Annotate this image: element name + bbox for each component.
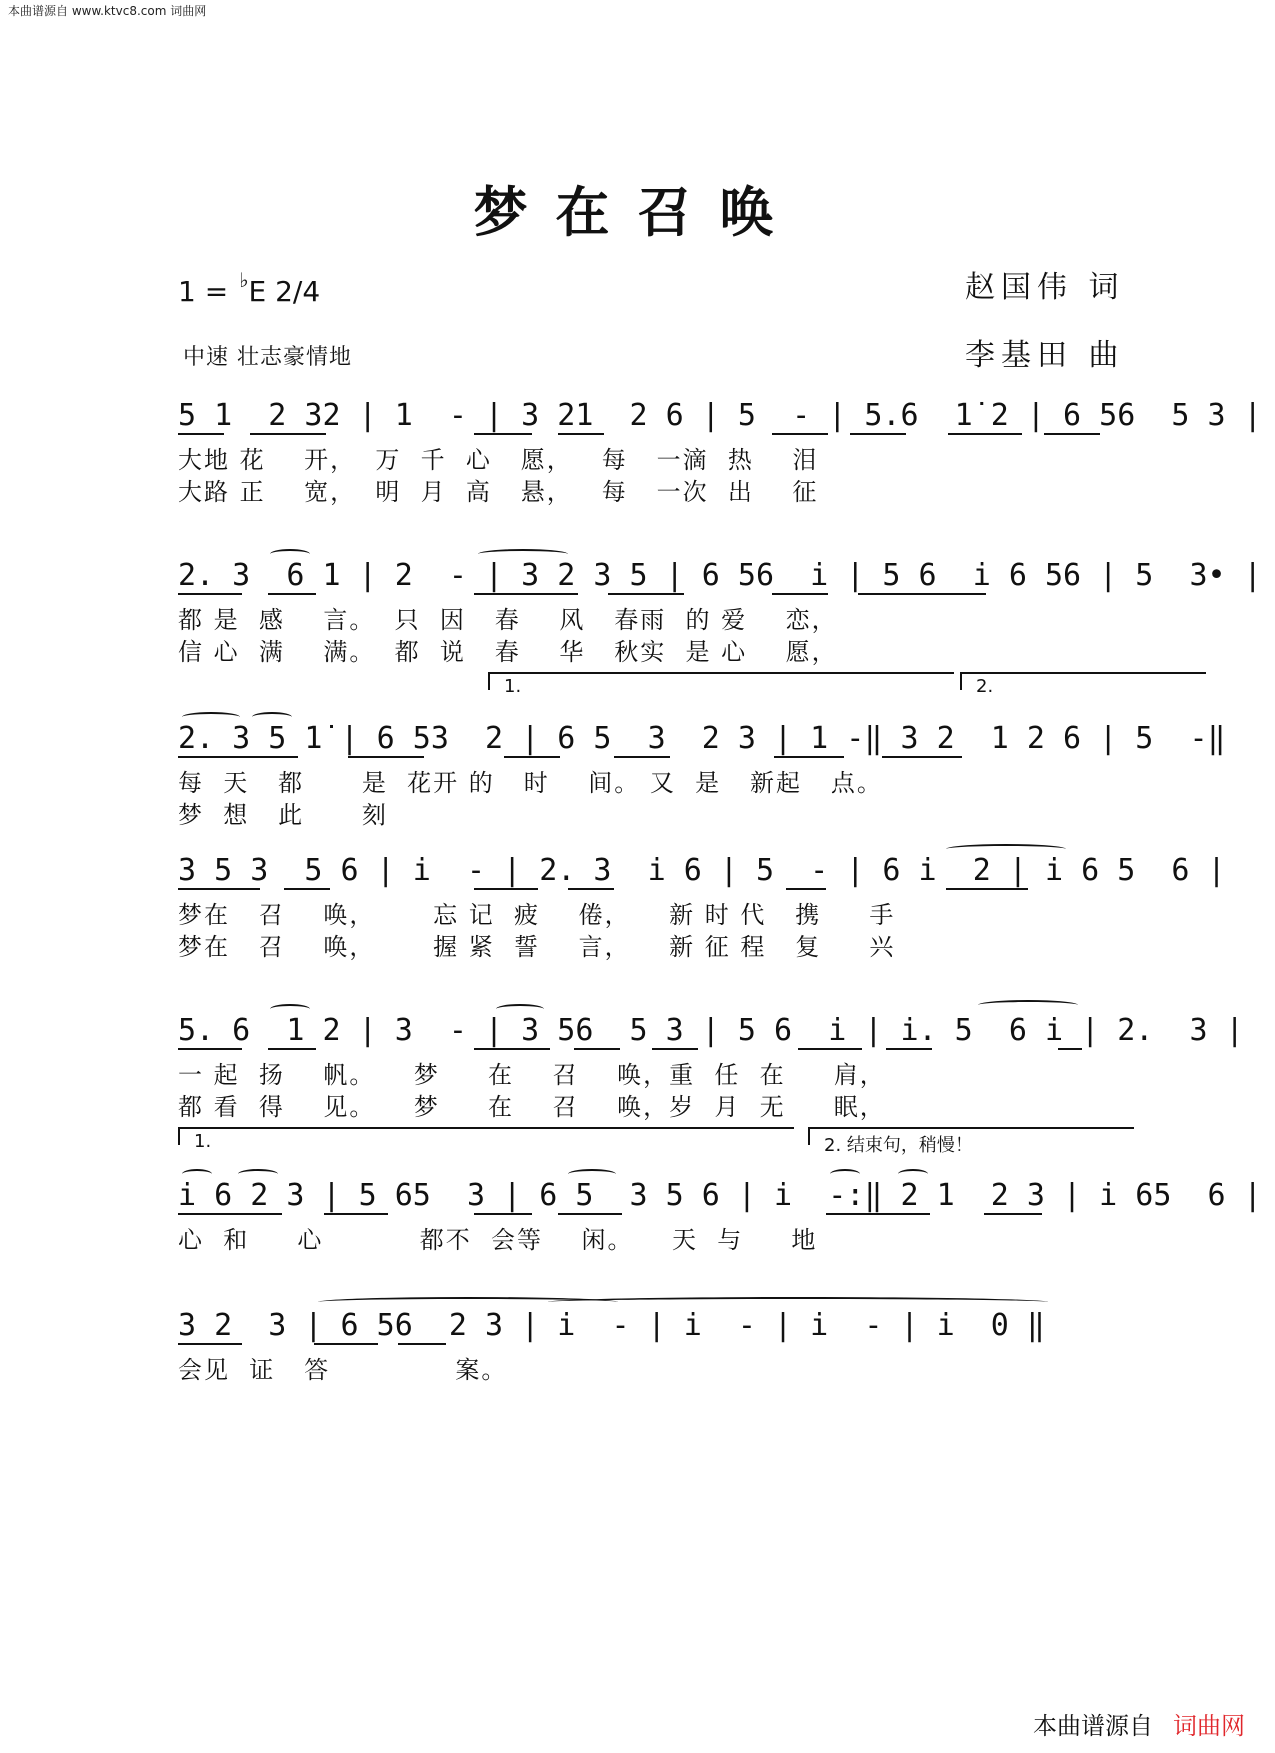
lyric-verse-1: 都 是 感 言。 只 因 春 风 春雨 的 爱 恋， — [178, 606, 838, 634]
notation-line: 2. 3 5 1̇ | 6 53 2 | 6 5 3 2 3 | 1 -‖ 3 2 1 2 6 | 5 -‖ — [178, 721, 1226, 756]
composer-credit: 李基田 曲 — [965, 338, 1125, 373]
beam-underline — [772, 433, 828, 435]
notation-line: 5. 6 1 2 | 3 - | 3 56 5 3 | 5 6 i | i. 5 6 i | 2. 3 | — [178, 1013, 1244, 1048]
slur — [252, 712, 292, 722]
lyric-verse-2: 大路 正 宽， 明 月 高 悬， 每 一次 出 征 — [178, 478, 819, 506]
beam-underline — [786, 888, 826, 890]
lyric-verse-2: 信 心 满 满。 都 说 春 华 秋实 是 心 愿， — [178, 638, 838, 666]
score-system-1 — [178, 395, 1262, 515]
second-ending-bracket: 2. — [960, 672, 1206, 690]
lyric-verse-2: 都 看 得 见。 梦 在 召 唤，岁 月 无 眠， — [178, 1093, 886, 1121]
lyric-verse-1: 一 起 扬 帆。 梦 在 召 唤，重 任 在 肩， — [178, 1061, 886, 1089]
beam-underline — [984, 1213, 1042, 1215]
slur — [568, 1169, 616, 1179]
beam-underline — [314, 1343, 378, 1345]
beam-underline — [474, 888, 538, 890]
lyric-verse-1: 每 天 都 是 花开 的 时 间。 又 是 新起 点。 — [178, 769, 883, 797]
watermark-site-name: 词曲网 — [1173, 1712, 1245, 1740]
beam-underline — [268, 593, 316, 595]
second-ending-bracket: 2. 结束句，稍慢！ — [808, 1127, 1134, 1145]
notation-line: 5 1 2 32 | 1 - | 3 21 2 6 | 5 - | 5.6 1̇ 2 | 6 56 5 3 | — [178, 398, 1262, 433]
beam-underline — [608, 593, 684, 595]
flat-sign: ♭ — [239, 268, 249, 292]
beam-underline — [268, 1048, 316, 1050]
beam-underline — [568, 888, 614, 890]
notation-line: 2. 3 6 1 | 2 - | 3 2 3 5 | 6 56 i | 5 6 i 6 56 | 5 3• | — [178, 558, 1262, 593]
score-system-5 — [178, 1010, 1244, 1130]
beam-underline — [348, 756, 424, 758]
beam-underline — [886, 1048, 932, 1050]
beam-underline — [178, 1048, 242, 1050]
key-signature — [178, 268, 320, 308]
beam-underline — [178, 433, 224, 435]
beam-underline — [178, 1343, 242, 1345]
beam-underline — [474, 433, 532, 435]
source-watermark-top: 本曲谱源自 www.ktvc8.com 词曲网 — [8, 4, 207, 18]
beam-underline — [882, 756, 962, 758]
beam-underline — [558, 433, 604, 435]
slur — [270, 549, 310, 559]
lyric-verse-1: 梦在 召 唤， 忘 记 疲 倦， 新 时 代 携 手 — [178, 901, 896, 929]
beam-underline — [474, 1048, 550, 1050]
beam-underline — [178, 1213, 282, 1215]
score-system-3 — [178, 676, 1226, 838]
notation-line: 3 5 3 5 6 | i - | 2. 3 i 6 | 5 - | 6 i 2 | i 6 5 6 | — [178, 853, 1226, 888]
lyric-verse-2: 梦 想 此 刻 — [178, 801, 388, 829]
slur — [238, 1169, 278, 1179]
slur — [898, 1169, 928, 1179]
beam-underline — [504, 756, 560, 758]
slur — [830, 1169, 860, 1179]
beam-underline — [474, 593, 578, 595]
beam-underline — [772, 593, 828, 595]
key-prefix: 1 = — [178, 275, 238, 308]
slur — [478, 549, 568, 559]
slur — [978, 1000, 1078, 1010]
first-ending-bracket: 1. — [488, 672, 954, 690]
beam-underline — [574, 1048, 620, 1050]
beam-underline — [826, 1213, 930, 1215]
key-meter: E 2/4 — [248, 275, 321, 308]
slur — [548, 1297, 1048, 1307]
beam-underline — [178, 888, 260, 890]
lyric-verse-1: 心 和 心 都不 会等 闲。 天 与 地 — [178, 1226, 818, 1254]
lyric-verse-1: 大地 花 开， 万 千 心 愿， 每 一滴 热 泪 — [178, 446, 819, 474]
score-system-6 — [178, 1131, 1262, 1275]
beam-underline — [250, 433, 326, 435]
lyric-verse-2: 梦在 召 唤， 握 紧 誓 言， 新 征 程 复 兴 — [178, 933, 896, 961]
song-title: 梦在召唤 — [473, 180, 802, 244]
beam-underline — [1044, 433, 1100, 435]
beam-underline — [284, 888, 330, 890]
beam-underline — [614, 756, 670, 758]
notation-line: 3 2 3 | 6 56 2 3 | i - | i - | i - | i 0 ‖ — [178, 1308, 1045, 1343]
watermark-source-label: 本曲谱源自 — [1033, 1712, 1153, 1740]
beam-underline — [798, 1048, 862, 1050]
slur — [270, 1004, 310, 1014]
beam-underline — [178, 593, 242, 595]
score-system-2 — [178, 555, 1262, 675]
beam-underline — [474, 1213, 532, 1215]
score-system-4 — [178, 850, 1226, 970]
first-ending-bracket: 1. — [178, 1127, 794, 1145]
beam-underline — [558, 1213, 622, 1215]
beam-underline — [398, 1343, 446, 1345]
score-system-7 — [178, 1305, 1138, 1395]
slur — [946, 844, 1066, 854]
beam-underline — [946, 888, 1028, 890]
beam-underline — [948, 433, 1022, 435]
tempo-marking: 中速 壮志豪情地 — [183, 345, 352, 370]
beam-underline — [858, 593, 986, 595]
slur — [182, 712, 240, 722]
slur — [496, 1004, 544, 1014]
beam-underline — [178, 756, 298, 758]
source-watermark-bottom — [1033, 1706, 1245, 1741]
beam-underline — [652, 1048, 698, 1050]
slur — [182, 1169, 212, 1179]
beam-underline — [1058, 1048, 1082, 1050]
lyricist-credit: 赵国伟 词 — [965, 270, 1125, 305]
notation-line: i 6 2 3 | 5 65 3 | 6 5 3 5 6 | i -:‖ 2 1 2 3 | i 65 6 | — [178, 1178, 1262, 1213]
beam-underline — [324, 1213, 388, 1215]
beam-underline — [774, 756, 844, 758]
lyric-verse-1: 会见 证 答 案。 — [178, 1356, 508, 1384]
beam-underline — [850, 433, 906, 435]
